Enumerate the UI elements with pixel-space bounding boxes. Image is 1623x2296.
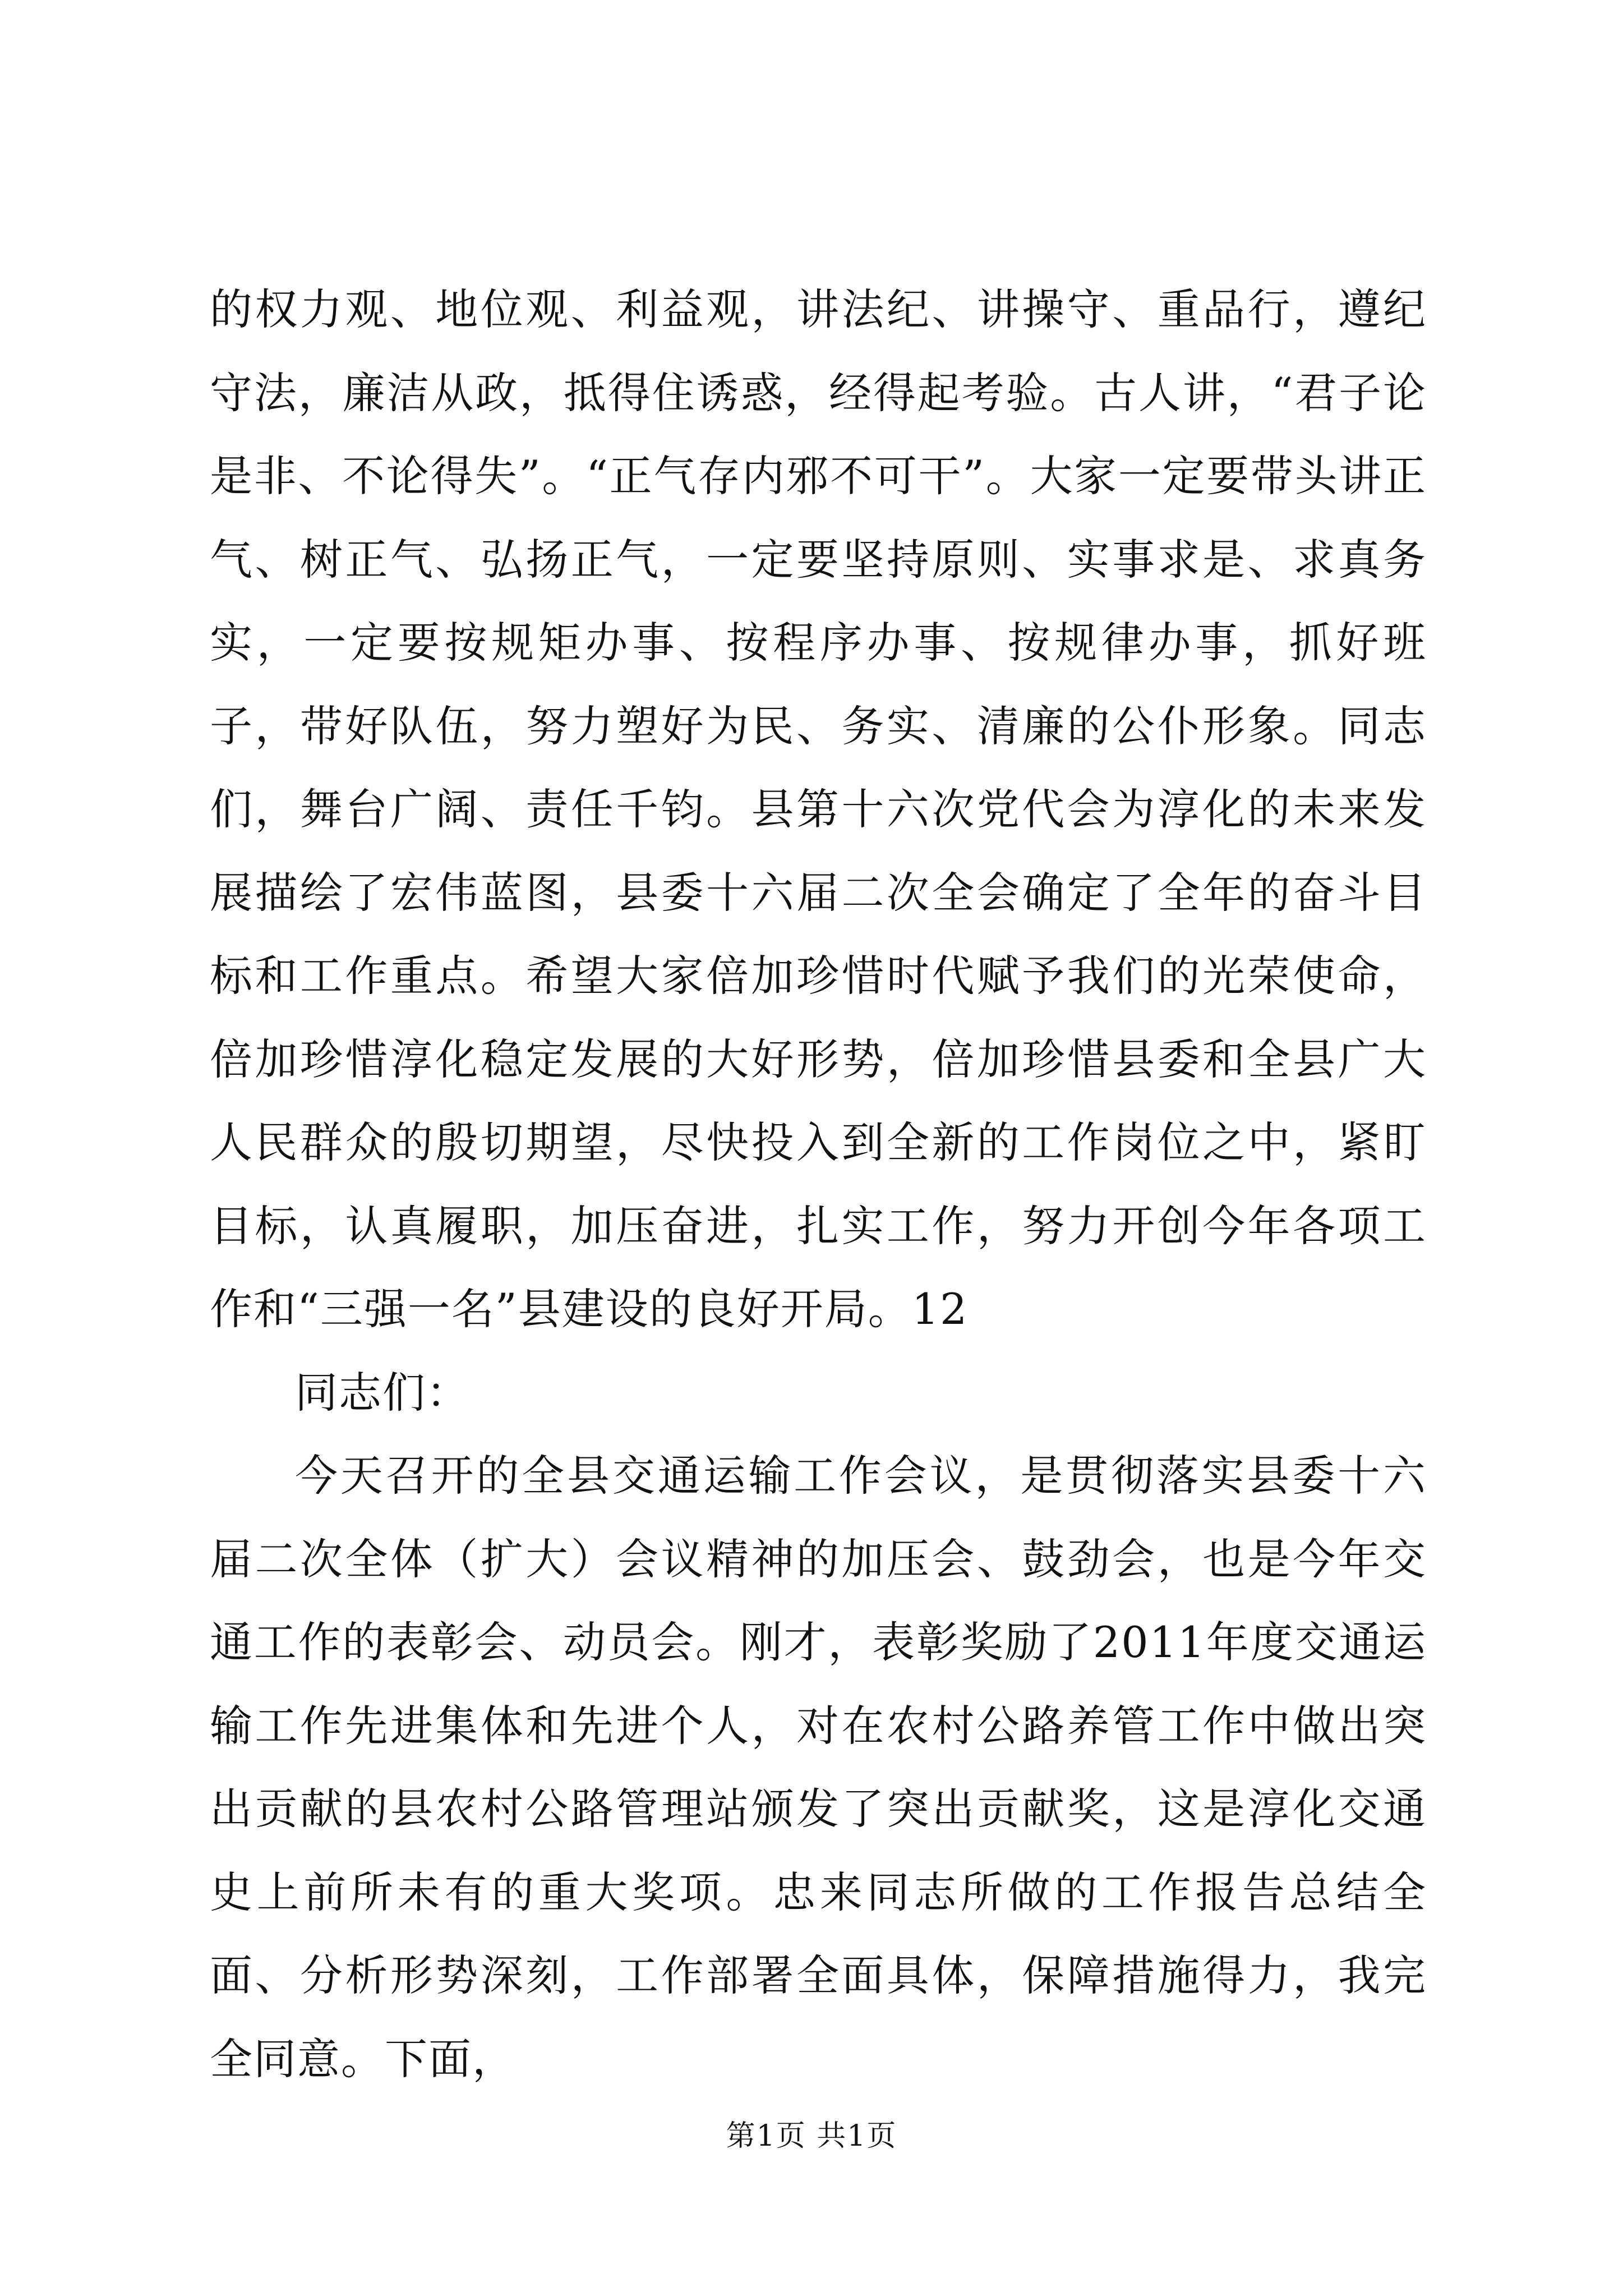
paragraph-1: 的权力观、地位观、利益观，讲法纪、讲操守、重品行，遵纪守法，廉洁从政，抵得住诱惑，经得起考验。古人讲，“君子论是非、不论得失”。“正气存内邪不可干”。大家一定要带头讲正气、树正气、弘扬正气，一定要坚持原则、实事求是、求真务实，一定要按规矩办事、按程序办事、按规律办事，抓好班子，带好队伍，努力塑好为民、务实、清廉的公仆形象。同志们，舞台广阔、责任千钧。县第十六次党代会为淳化的未来发展描绘了宏伟蓝图，县委十六届二次全会确定了全年的奋斗目标和工作重点。希望大家倍加珍惜时代赋予我们的光荣使命，倍加珍惜淳化稳定发展的大好形势，倍加珍惜县委和全县广大人民群众的殷切期望，尽快投入到全新的工作岗位之中，紧盯目标，认真履职，加压奋进，扎实工作，努力开创今年各项工作和“三强一名”县建设的良好开局。12 — [210, 284, 1427, 1334]
document-body — [210, 268, 1427, 2101]
paragraph-2-salutation: 同志们： — [295, 1367, 470, 1418]
page-footer: 第1页 共1页 — [726, 2119, 897, 2153]
paragraph-3: 今天召开的全县交通运输工作会议，是贯彻落实县委十六届二次全体（扩大）会议精神的加压会、鼓劲会，也是今年交通工作的表彰会、动员会。刚才，表彰奖励了2011年度交通运输工作先进集体和先进个人，对在农村公路养管工作中做出突出贡献的县农村公路管理站颁发了突出贡献奖，这是淳化交通史上前所未有的重大奖项。忠来同志所做的工作报告总结全面、分析形势深刻，工作部署全面具体，保障措施得力，我完全同意。下面， — [210, 1451, 1427, 2084]
